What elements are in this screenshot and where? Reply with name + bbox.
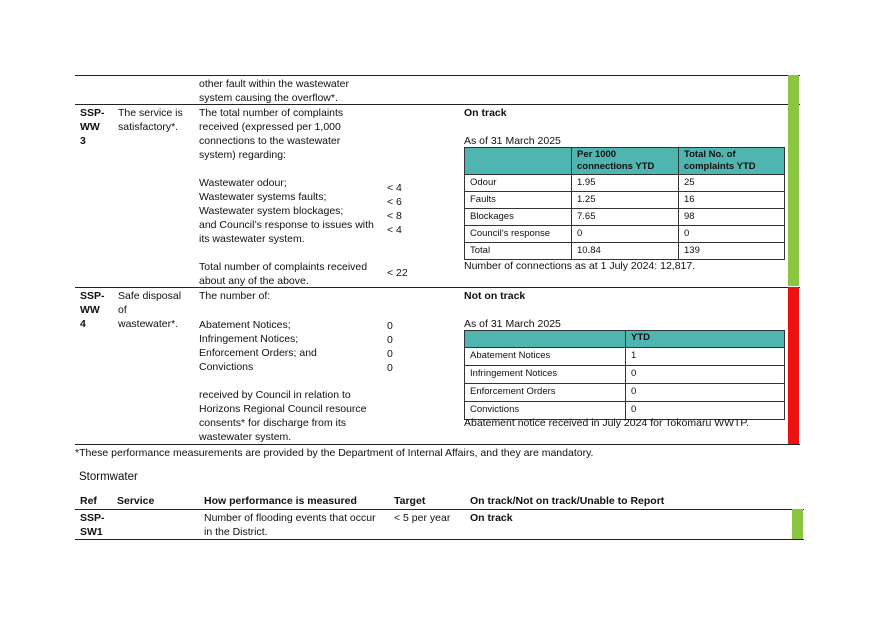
table-cell: Council’s response xyxy=(465,226,572,243)
total-target-ww3: < 22 xyxy=(387,267,408,279)
note-ww3: Number of connections as at 1 July 2024: 12,817. xyxy=(464,260,696,272)
table-cell: Total xyxy=(465,243,572,260)
stormwater-header-divider xyxy=(75,509,804,510)
table-cell: 0 xyxy=(679,226,785,243)
table-cell: 1.95 xyxy=(572,175,679,192)
table-header-cell: YTD xyxy=(626,331,785,348)
ref-ww4: SSP- WW 4 xyxy=(80,290,105,330)
table-header-row xyxy=(465,148,785,175)
status-bar-continuation xyxy=(788,75,799,104)
measure-items-ww4: Abatement Notices; Infringement Notices; Enforcement Orders; and Convictions xyxy=(199,319,317,373)
header-service: Service xyxy=(117,495,155,507)
table-header-cell xyxy=(465,331,626,348)
status-ww3: On track xyxy=(464,107,507,119)
measure-sw1: Number of flooding events that occur in the District. xyxy=(204,512,376,538)
table-header-cell: Per 1000 connections YTD xyxy=(572,148,679,175)
table-cell: 10.84 xyxy=(572,243,679,260)
table-cell: Faults xyxy=(465,192,572,209)
table-cell: 0 xyxy=(626,402,785,420)
table-bottom-border xyxy=(75,444,800,445)
status-ww4: Not on track xyxy=(464,290,526,302)
status-bar-sw1 xyxy=(792,509,803,539)
header-ref: Ref xyxy=(80,495,97,507)
total-text-ww3: Total number of complaints received about any of the above. xyxy=(199,261,368,287)
table-header-row xyxy=(465,331,785,348)
table-row xyxy=(465,366,785,384)
table-row xyxy=(465,348,785,366)
table-cell: 16 xyxy=(679,192,785,209)
table-row xyxy=(465,192,785,209)
measure-items-ww3: Wastewater odour; Wastewater systems faults; Wastewater system blockages; and Council’s response to issues with its wastewater system. xyxy=(199,177,374,245)
table-cell: 1 xyxy=(626,348,785,366)
table-cell: 0 xyxy=(626,384,785,402)
table-cell: Convictions xyxy=(465,402,626,420)
status-bar-ww3 xyxy=(788,104,799,286)
service-ww4: Safe disposal of wastewater*. xyxy=(118,290,182,330)
table-header-cell: Total No. of complaints YTD xyxy=(679,148,785,175)
table-cell: 7.65 xyxy=(572,209,679,226)
table-cell: Infringement Notices xyxy=(465,366,626,384)
stormwater-bottom-border xyxy=(75,539,804,540)
target-sw1: < 5 per year xyxy=(394,512,451,524)
table-cell: 0 xyxy=(626,366,785,384)
targets-ww3: < 4 < 6 < 8 < 4 xyxy=(387,182,402,236)
table-row xyxy=(465,209,785,226)
complaints-table xyxy=(464,147,785,260)
targets-ww4: 0 0 0 0 xyxy=(387,320,393,374)
table-cell: Enforcement Orders xyxy=(465,384,626,402)
header-status: On track/Not on track/Unable to Report xyxy=(470,495,665,507)
received-text-ww4: received by Council in relation to Horizons Regional Council resource consents* for discharge from its wastewater system. xyxy=(199,389,367,443)
table-cell: 25 xyxy=(679,175,785,192)
note-ww4: Abatement notice received in July 2024 for Tokomaru WWTP. xyxy=(464,417,749,429)
table-cell: 1.25 xyxy=(572,192,679,209)
table-row xyxy=(465,243,785,260)
as-of-ww3: As of 31 March 2025 xyxy=(464,135,561,147)
table-row xyxy=(465,226,785,243)
table-cell: 98 xyxy=(679,209,785,226)
section-heading-stormwater: Stormwater xyxy=(79,471,138,483)
table-cell: 0 xyxy=(572,226,679,243)
footnote: *These performance measurements are provided by the Department of Internal Affairs, and they are mandatory. xyxy=(75,447,594,459)
table-cell: 139 xyxy=(679,243,785,260)
table-header-cell xyxy=(465,148,572,175)
table-row xyxy=(465,175,785,192)
row-divider-ww3 xyxy=(75,104,800,105)
as-of-ww4: As of 31 March 2025 xyxy=(464,318,561,330)
table-cell: Abatement Notices xyxy=(465,348,626,366)
service-ww3: The service is satisfactory*. xyxy=(118,107,183,133)
continuation-text: other fault within the wastewater system causing the overflow*. xyxy=(199,78,349,104)
header-target: Target xyxy=(394,495,426,507)
row-divider-ww4 xyxy=(75,287,800,288)
ref-ww3: SSP- WW 3 xyxy=(80,107,105,147)
table-cell: Odour xyxy=(465,175,572,192)
ref-sw1: SSP- SW1 xyxy=(80,512,105,538)
status-bar-ww4 xyxy=(788,287,799,444)
notices-table xyxy=(464,330,785,420)
measure-ww3: The total number of complaints received (expressed per 1,000 connections to the wastewater system) regarding: xyxy=(199,107,344,161)
header-measure: How performance is measured xyxy=(204,495,357,507)
status-sw1: On track xyxy=(470,512,513,524)
table-cell: Blockages xyxy=(465,209,572,226)
measure-ww4: The number of: xyxy=(199,290,271,302)
table-row xyxy=(465,384,785,402)
table-top-border xyxy=(75,75,800,76)
